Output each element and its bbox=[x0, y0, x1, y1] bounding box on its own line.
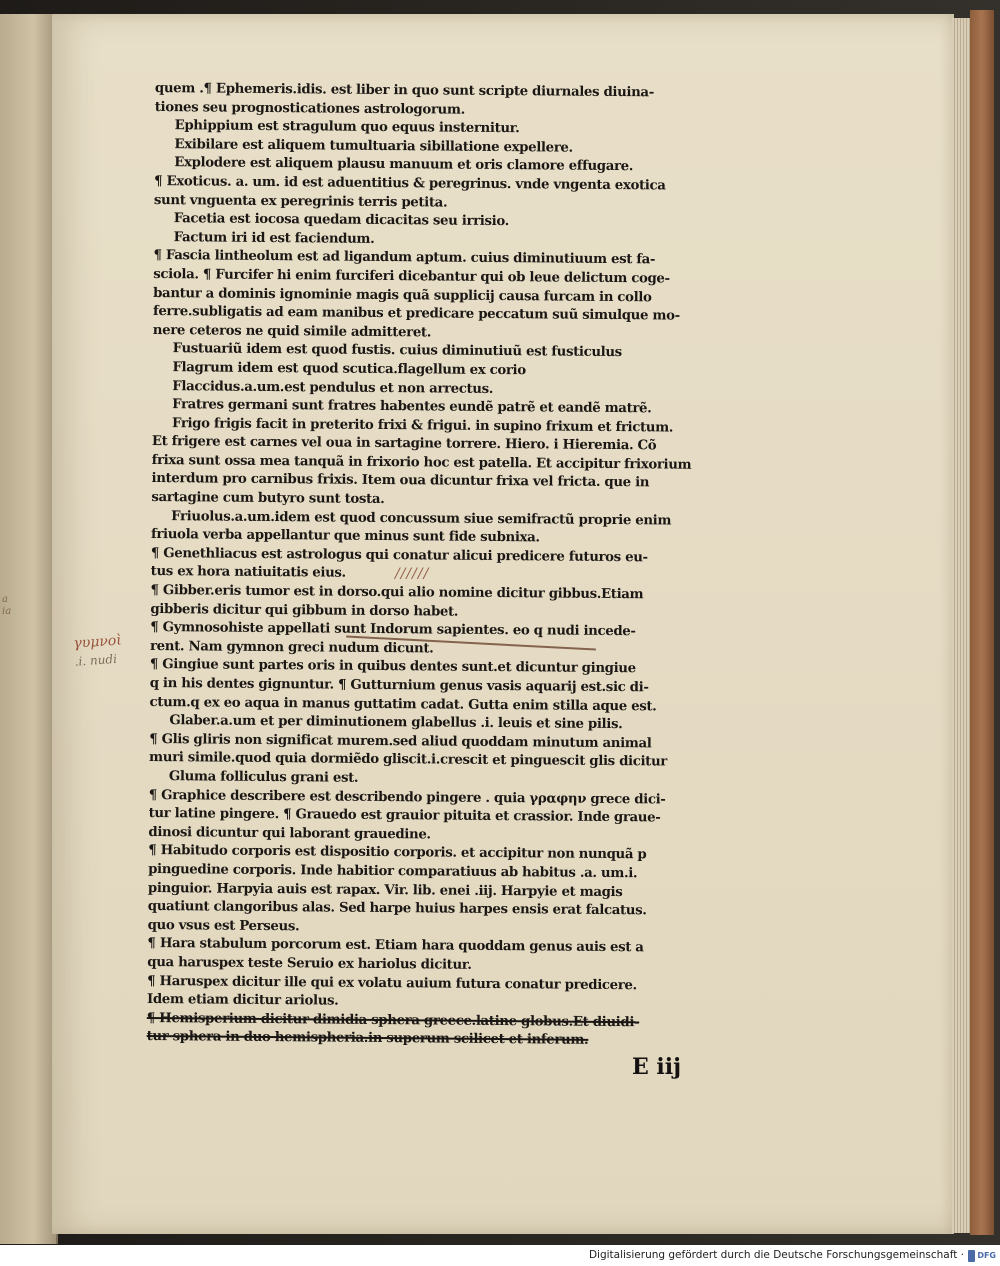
text-line: pinguior. Harpyia auis est rapax. Vir. lib. enei .iij. Harpyie et magis bbox=[147, 880, 623, 900]
text-line: Flaccidus.a.um.est pendulus et non arrectus. bbox=[172, 378, 494, 397]
margin-annotation-gloss: .i. nudi bbox=[74, 651, 118, 669]
dfg-logo-text: DFG bbox=[977, 1251, 996, 1260]
text-line: ¶ Hemisperium dicitur dimidia sphera greece.latine globus.Et diuidi- bbox=[146, 1010, 640, 1030]
text-line: ferre.subligatis ad eam manibus et predicare peccatum suũ simulque mo- bbox=[152, 304, 680, 324]
handwritten-tick-marks: ////// bbox=[395, 566, 430, 582]
text-line: sartagine cum butyro sunt tosta. bbox=[151, 490, 385, 508]
left-book-page bbox=[0, 14, 58, 1244]
signature-mark: E iij bbox=[632, 1054, 682, 1080]
text-line: frixa sunt ossa mea tanquã in frixorio hoc est patella. Et accipitur frixorium bbox=[151, 452, 692, 473]
text-line: gibberis dicitur qui gibbum in dorso habet. bbox=[150, 601, 459, 620]
text-line: ¶ Gingiue sunt partes oris in quibus dentes sunt.et dicuntur gingiue bbox=[149, 657, 636, 677]
text-line: q in his dentes gignuntur. ¶ Gutturnium genus vasis aquarij est.sic di- bbox=[149, 675, 649, 696]
dfg-logo-icon bbox=[968, 1250, 975, 1262]
text-line: ¶ Fascia lintheolum est ad ligandum aptum. cuius diminutiuum est fa- bbox=[153, 248, 656, 268]
text-line: ¶ Genethliacus est astrologus qui conatur alicui predicere futuros eu- bbox=[150, 545, 648, 566]
text-line: ¶ Glis gliris non significat murem.sed aliud quoddam minutum animal bbox=[149, 731, 652, 752]
text-line: Ephippium est stragulum quo equus insternitur. bbox=[174, 118, 520, 137]
text-line: Fustuariũ idem est quod fustis. cuius diminutiuũ est fusticulus bbox=[172, 341, 622, 361]
footer-bar bbox=[0, 1245, 1000, 1266]
text-line: quatiunt clangoribus alas. Sed harpe huius harpes ensis erat falcatus. bbox=[147, 899, 647, 919]
margin-annotation bbox=[73, 629, 155, 670]
text-line: ¶ Gymnosohiste appellati sunt Indorum sapientes. eo q nudi incede- bbox=[150, 620, 636, 640]
text-line: tiones seu prognosticationes astrologorum. bbox=[154, 99, 465, 118]
text-line: ¶ Hara stabulum porcorum est. Etiam hara quoddam genus auis est a bbox=[147, 936, 644, 956]
text-line: Fratres germani sunt fratres habentes eundẽ patrẽ et eandẽ matrẽ. bbox=[172, 397, 652, 417]
text-line: ¶ Habitudo corporis est dispositio corporis. et accipitur non nunquã p bbox=[148, 843, 647, 863]
footer-credit: Digitalisierung gefördert durch die Deutsche Forschungsgemeinschaft · bbox=[588, 1249, 964, 1261]
text-line: Et frigere est carnes vel oua in sartagine torrere. Hiero. i Hieremia. Cõ bbox=[151, 434, 657, 454]
text-line: tus ex hora natiuitatis eius. bbox=[150, 564, 346, 582]
text-line: quo vsus est Perseus. bbox=[147, 917, 300, 935]
text-line: sunt vnguenta ex peregrinis terris petita. bbox=[153, 192, 448, 211]
text-line: Factum iri id est faciendum. bbox=[173, 229, 375, 247]
text-line: Gluma folliculus grani est. bbox=[168, 769, 359, 786]
text-line: Exibilare est aliquem tumultuaria sibillatione expellere. bbox=[174, 136, 573, 156]
text-line: Facetia est iocosa quedam dicacitas seu irrisio. bbox=[173, 211, 509, 230]
text-line: Glaber.a.um et per diminutionem glabellus .i. leuis et sine pilis. bbox=[169, 713, 623, 733]
text-line: ctum.q ex eo aqua in manus guttatim cadat. Gutta enim stilla aque est. bbox=[149, 694, 657, 714]
text-line: bantur a dominis ignominie magis quã supplicij causa furcam in collo bbox=[153, 285, 652, 305]
text-line: tur latine pingere. ¶ Grauedo est grauior pituita et crassior. Inde graue- bbox=[148, 806, 661, 826]
text-line: ¶ Haruspex dicitur ille qui ex volatu auium futura conatur predicere. bbox=[147, 973, 637, 993]
text-line: ¶ Exoticus. a. um. id est aduentitius & peregrinus. vnde vngenta exotica bbox=[154, 173, 666, 194]
dfg-logo bbox=[968, 1248, 996, 1263]
text-line: ¶ Gibber.eris tumor est in dorso.qui alio nomine dicitur gibbus.Etiam bbox=[150, 583, 644, 603]
text-line: quem .¶ Ephemeris.idis. est liber in quo sunt scripte diurnales diuina- bbox=[154, 80, 654, 101]
text-line: rent. Nam gymnon greci nudum dicunt. bbox=[149, 638, 434, 657]
text-line: ¶ Graphice describere est describendo pingere . quia γραφην grece dici- bbox=[148, 787, 666, 808]
margin-annotation-greek: γυμνοὶ bbox=[72, 632, 123, 652]
text-line: pinguedine corporis. Inde habitior comparatiuus ab habitus .a. um.i. bbox=[148, 861, 638, 882]
text-line: Friuolus.a.um.idem est quod concussum siue semifractũ proprie enim bbox=[171, 508, 672, 529]
text-line: Explodere est aliquem plausu manuum et oris clamore effugare. bbox=[174, 155, 634, 175]
text-line: tur sphera in duo hemispheria.in superum scilicet et inferum. bbox=[146, 1029, 589, 1049]
text-line: muri simile.quod quia dormiẽdo gliscit.i.crescit et pinguescit glis dicitur bbox=[149, 750, 668, 770]
page-edges bbox=[952, 18, 972, 1233]
text-line: Flagrum idem est quod scutica.flagellum ex corio bbox=[172, 360, 526, 379]
text-line: Frigo frigis facit in preterito frixi & frigui. in supino frixum et frictum. bbox=[171, 415, 674, 436]
book-cover-board bbox=[970, 10, 994, 1235]
text-line: interdum pro carnibus frixis. Item oua dicuntur frixa vel fricta. que in bbox=[151, 471, 650, 491]
left-page-fragment: a ia bbox=[2, 594, 12, 617]
text-line: Idem etiam dicitur ariolus. bbox=[146, 992, 339, 1009]
text-line: qua haruspex teste Seruio ex hariolus dicitur. bbox=[147, 954, 472, 973]
text-line: dinosi dicuntur qui laborant grauedine. bbox=[148, 824, 431, 843]
text-line: sciola. ¶ Furcifer hi enim furciferi dicebantur qui ob leue delictum coge- bbox=[153, 266, 670, 287]
text-line: friuola verba appellantur que minus sunt fide subnixa. bbox=[150, 527, 540, 546]
text-line: nere ceteros ne quid simile admitteret. bbox=[152, 322, 432, 341]
